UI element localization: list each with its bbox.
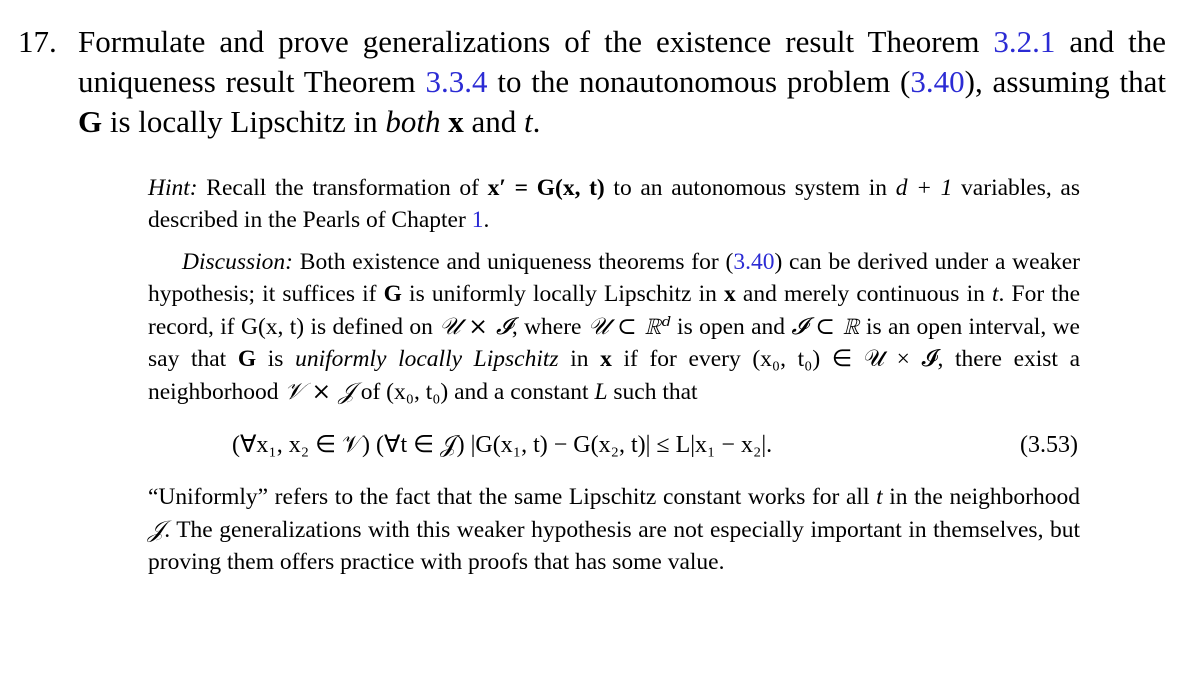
equation-3-40-link[interactable]: 3.40 [733,249,775,275]
symbol-x: x [600,346,612,372]
hint-text: Recall the transformation of [197,175,488,201]
symbol-t: t [991,281,999,307]
exercise-remarks [148,172,1080,578]
hint-paragraph [148,172,1080,236]
exercise-text: is locally Lipschitz in [102,104,386,139]
discussion-text: is [256,346,296,372]
discussion-paragraph [148,246,1080,408]
discussion-text: is uniformly locally Lipschitz in [401,281,725,307]
math-J: 𝒥 [148,515,165,543]
hint-math: d + 1 [895,175,953,201]
discussion-text: such that [607,379,698,405]
closing-text: “Uniformly” refers to the fact that the same Lipschitz constant works for all [148,484,877,510]
math-x0t0: (x₀, t₀) ∈ 𝒰 × 𝓘 [752,346,938,372]
symbol-G: G [237,346,257,372]
discussion-text: is defined on [304,314,440,340]
discussion-text: , where [511,314,588,340]
defined-term: uniformly locally Lipschitz [295,346,559,372]
exercise-text: and the uniqueness result Theorem [78,24,1166,99]
emphasis-both: both [385,104,441,139]
symbol-x: x [448,104,464,139]
hint-text: to an autonomous system in [604,175,896,201]
discussion-text: if for every [611,346,753,372]
discussion-text: of [354,379,387,405]
discussion-text: in [558,346,601,372]
discussion-text: , there exist a neighborhood [148,346,1081,405]
equation-3-53 [148,423,1080,467]
math-VxJ: 𝒱 × 𝒥 [284,377,355,405]
exercise-statement [78,22,1166,142]
symbol-G: G [78,104,103,139]
symbol-x: x [724,281,736,307]
exercise-text: and [463,104,525,139]
discussion-text: is open and [670,314,792,340]
exercise-text: ), assuming that [964,64,1166,99]
theorem-3-2-1-link[interactable]: 3.2.1 [993,24,1056,59]
hint-text: . [483,207,490,233]
lipschitz-inequality: (∀x₁, x₂ ∈ 𝒱) (∀t ∈ 𝒥) |G(x₁, t) − G(x₂, t)| ≤ L|x₁ − x₂|. [232,432,773,458]
discussion-text: ) can be derived under a weaker hypothesis; it suffices if [148,249,1081,307]
closing-paragraph [148,481,1080,578]
math-Gxt: G(x, t) [240,314,305,340]
exercise-text: to the nonautonomous problem ( [487,64,911,99]
hint-formula: x′ = G(x, t) [487,175,605,201]
discussion-text: and a constant [448,379,595,405]
symbol-L: L [594,379,608,405]
exercise-17 [18,22,1166,142]
math-I-subset-R: 𝓘 ⊂ ℝ [791,312,860,340]
equation-number: (3.53) [1020,432,1078,458]
discussion-text: and merely continuous in [735,281,992,307]
discussion-label: Discussion: [182,249,293,275]
symbol-t: t [876,484,883,510]
theorem-3-3-4-link[interactable]: 3.3.4 [425,64,488,99]
discussion-text: is an open interval, we say that [148,314,1080,372]
hint-label: Hint: [148,175,198,201]
hint-text: variables, as described in the Pearls of Chapter [148,175,1080,233]
discussion-text: . For the record, if [148,281,1080,340]
math-U-subset-Rd: 𝒰 ⊂ ℝᵈ [587,312,671,340]
closing-text: in the neighborhood [882,484,1080,510]
symbol-G: G [383,281,402,307]
exercise-number: 17. [18,24,57,59]
math-x0t0: (x₀, t₀) [386,379,449,405]
discussion-text: Both existence and uniqueness theorems for ( [292,249,734,275]
exercise-text: Formulate and prove generalizations of the existence result Theorem [78,24,994,59]
math-UxI: 𝒰 × 𝓘 [439,312,512,340]
closing-text: . The generalizations with this weaker hypothesis are not especially important in themselves, but proving them offers practice with proofs that has some value. [148,517,1080,575]
symbol-t: t [524,104,533,139]
exercise-text: . [532,104,541,139]
chapter-1-link[interactable]: 1 [471,207,484,233]
equation-3-40-link[interactable]: 3.40 [910,64,965,99]
